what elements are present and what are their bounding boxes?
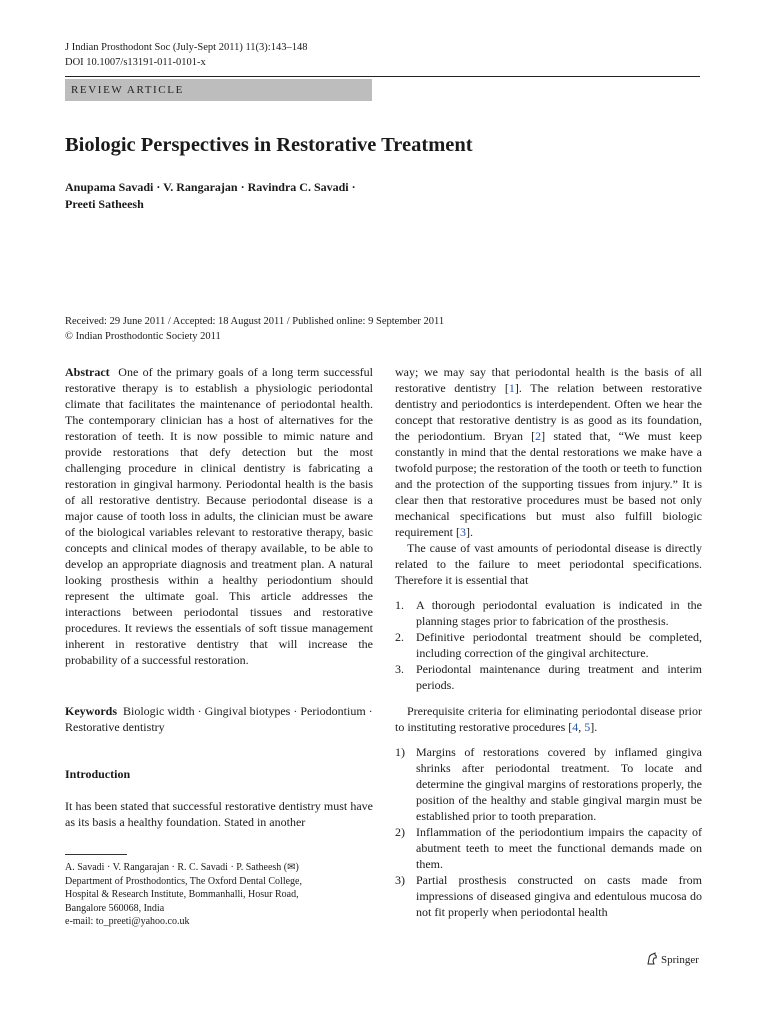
article-history — [65, 314, 444, 344]
abstract-label: Abstract — [65, 365, 110, 379]
text-run: ]. — [590, 720, 598, 734]
keywords — [65, 703, 373, 735]
list-item — [395, 824, 702, 872]
list-text: A thorough periodontal evaluation is indicated in the planning stages prior to fabrication of the prosthesis. — [416, 598, 702, 628]
text-run: ]. — [465, 525, 473, 539]
list-text: Margins of restorations covered by inflamed gingiva shrinks after periodontal treatment. To locate and determine the gingival margins of restorations properly, the position of the healthy and stable gingival margin must be established prior to tooth preparation. — [416, 745, 702, 823]
footnote-rule — [65, 854, 127, 855]
prerequisite-criteria-list — [395, 744, 702, 920]
right-paragraph-2: The cause of vast amounts of periodontal disease is directly related to the failure to meet periodontal specifications. Therefore it is essential that — [395, 541, 702, 587]
citation-link[interactable]: 1 — [508, 381, 515, 395]
list-item — [395, 629, 702, 661]
journal-header — [65, 40, 307, 70]
list-number: 1. — [395, 598, 404, 612]
list-item — [395, 661, 702, 693]
text-run: ]. The relation between restorative dentistry and periodontics is interdependent. Often we hear the concept that restorative dentistry is as good as its foundation, the periodontium. Bryan [ — [395, 381, 702, 443]
text-run: , — [578, 720, 585, 734]
text-run: way; we may say that periodontal health is the basis of all restorative dentistry [ — [395, 365, 702, 395]
right-paragraph-1 — [395, 364, 702, 540]
introduction-text — [65, 798, 373, 830]
springer-horse-icon — [645, 952, 659, 966]
affiliation-city: Bangalore 560068, India — [65, 902, 165, 914]
list-text: Definitive periodontal treatment should be completed, including correction of the gingival architecture. — [416, 630, 702, 660]
authors-line-1: Anupama Savadi · V. Rangarajan · Ravindra C. Savadi · — [65, 180, 356, 194]
publication-dates: Received: 29 June 2011 / Accepted: 18 August 2011 / Published online: 9 September 2011 — [65, 316, 445, 327]
list-number: 2. — [395, 630, 404, 644]
list-number: 2) — [395, 825, 405, 839]
citation-link[interactable]: 3 — [459, 525, 466, 539]
keywords-label: Keywords — [65, 704, 117, 718]
publisher-logo — [645, 952, 699, 966]
affiliation-department: Department of Prosthodontics, The Oxford Dental College, — [65, 875, 302, 887]
citation-link[interactable]: 2 — [535, 429, 542, 443]
right-paragraph-3 — [395, 703, 702, 735]
author-list — [65, 179, 356, 213]
affiliation-names: A. Savadi · V. Rangarajan · R. C. Savadi · P. Satheesh (✉) — [65, 862, 299, 873]
authors-line-2: Preeti Satheesh — [65, 197, 144, 211]
citation-link[interactable]: 5 — [584, 720, 591, 734]
list-item — [395, 744, 702, 824]
affiliation-email[interactable]: e-mail: to_preeti@yahoo.co.uk — [65, 916, 190, 927]
list-number: 1) — [395, 745, 405, 759]
list-text: Periodontal maintenance during treatment and interim periods. — [416, 662, 702, 692]
citation-link[interactable]: 4 — [572, 720, 579, 734]
list-text: Partial prosthesis constructed on casts made from impressions of diseased gingiva and edentulous mucosa do not fit properly when periodontal health — [416, 873, 702, 919]
list-number: 3) — [395, 873, 405, 887]
keywords-text: Biologic width · Gingival biotypes · Periodontium · Restorative dentistry — [65, 704, 373, 734]
header-rule — [65, 76, 700, 77]
introduction-paragraph: It has been stated that successful restorative dentistry must have as its basis a healthy foundation. Stated in another — [65, 799, 373, 829]
list-item — [395, 872, 702, 920]
abstract-text: One of the primary goals of a long term successful restorative therapy is to establish a physiologic periodontal climate that facilitates the maintenance of periodontal health. The contemporary clinician has a host of alternatives for the restoration of teeth. It is now possible to mimic nature and provide restorations that defy detection but the most challenging procedure in clinical dentistry is fabricating a restoration in gingival harmony. Periodontal health is the basis of all restorative dentistry. Because periodontal disease is a major cause of tooth loss in adults, the clinician must be aware of the biological variables relevant to restorative therapy, basic concepts and clinical modes of therapy available, to be able to develop an appropriate diagnosis and treatment plan. A natural looking prosthesis within a healthy periodontium should represent the ultimate goal. This article addresses the interactions between periodontal tissues and restorative procedures. It reviews the essentials of soft tissue management inherent in restorative dentistry that will increase the probability of a successful restoration. — [65, 365, 373, 667]
article-title: Biologic Perspectives in Restorative Treatment — [65, 134, 473, 156]
right-column — [395, 364, 702, 920]
doi[interactable]: DOI 10.1007/s13191-011-0101-x — [65, 57, 206, 68]
publisher-name: Springer — [661, 954, 699, 966]
text-run: Prerequisite criteria for eliminating periodontal disease prior to instituting restorative procedures [ — [395, 704, 702, 734]
affiliation-hospital: Hospital & Research Institute, Bommanhalli, Hosur Road, — [65, 889, 299, 900]
introduction-heading: Introduction — [65, 767, 131, 781]
copyright: © Indian Prosthodontic Society 2011 — [65, 331, 221, 342]
journal-citation: J Indian Prosthodont Soc (July-Sept 2011) 11(3):143–148 — [65, 42, 308, 53]
affiliation — [65, 861, 375, 929]
list-item — [395, 597, 702, 629]
periodontal-criteria-list — [395, 597, 702, 693]
text-run: ] stated that, “We must keep constantly in mind that the dental restorations we make have a twofold purpose; the restoration of the tooth or teeth to function and the protection of the supporting tissues from injury.” It is clear then that restorative procedures must be based not only mechanical specifications but must also fulfill biologic requirement [ — [395, 429, 702, 539]
abstract — [65, 364, 373, 668]
list-text: Inflammation of the periodontium impairs the capacity of abutment teeth to meet the functional demands made on them. — [416, 825, 702, 871]
list-number: 3. — [395, 662, 404, 676]
section-badge: REVIEW ARTICLE — [65, 79, 372, 101]
